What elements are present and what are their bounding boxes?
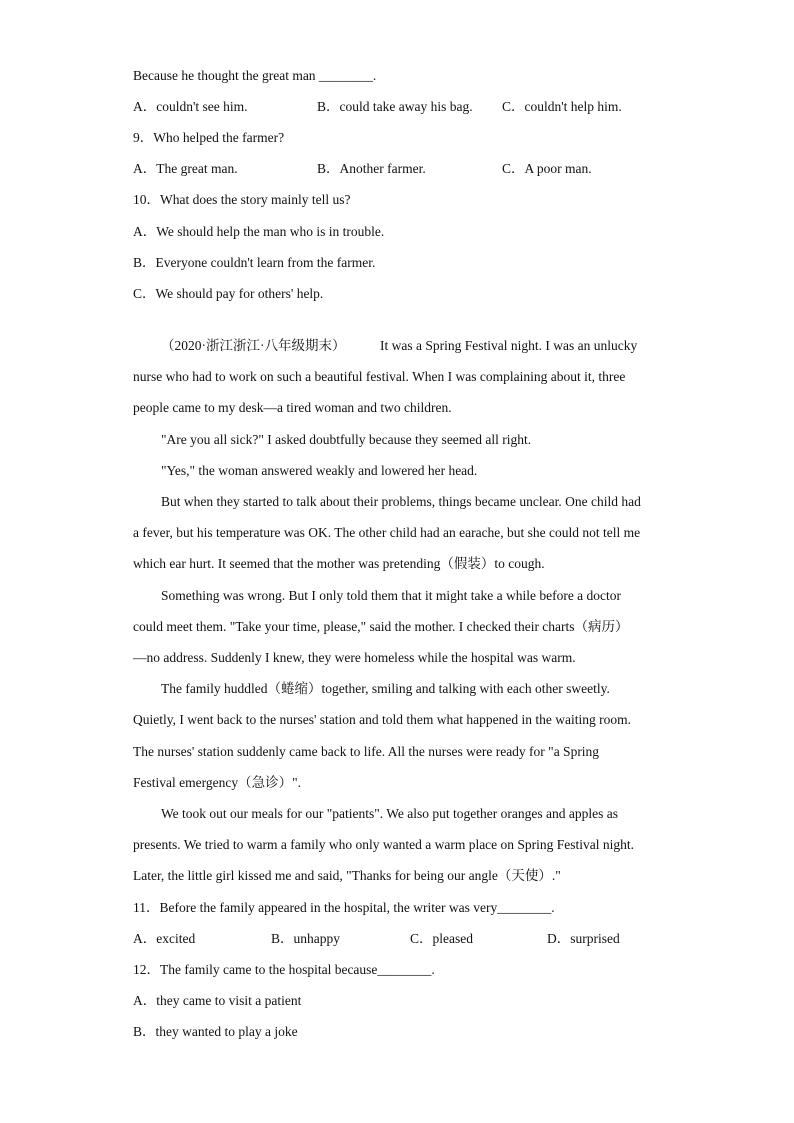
q10-option-a: A．We should help the man who is in trouble.	[133, 224, 385, 239]
passage-line: —no address. Suddenly I knew, they were homeless while the hospital was warm.	[133, 650, 576, 665]
q11-option-b: B．unhappy	[271, 931, 340, 946]
passage-line: The nurses' station suddenly came back to life. All the nurses were ready for "a Spring	[133, 744, 600, 759]
passage-line: presents. We tried to warm a family who only wanted a warm place on Spring Festival night.	[133, 837, 635, 852]
q12-option-a: A．they came to visit a patient	[133, 993, 302, 1008]
q8-option-c: C．couldn't help him.	[502, 99, 622, 114]
q11-option-d: D．surprised	[547, 931, 620, 946]
q8-option-a: A．couldn't see him.	[133, 99, 248, 114]
passage-line: Later, the little girl kissed me and said, "Thanks for being our angle（天使）."	[133, 868, 561, 883]
q10-option-b: B．Everyone couldn't learn from the farmer.	[133, 255, 376, 270]
q12-option-b: B．they wanted to play a joke	[133, 1024, 298, 1039]
passage-line: Quietly, I went back to the nurses' station and told them what happened in the waiting room.	[133, 712, 631, 727]
q10-option-c: C．We should pay for others' help.	[133, 286, 324, 301]
passage-line: The family huddled（蜷缩）together, smiling and talking with each other sweetly.	[161, 681, 610, 696]
question-9-stem: 9．Who helped the farmer?	[133, 130, 285, 145]
question-11-stem: 11．Before the family appeared in the hospital, the writer was very________.	[133, 900, 555, 915]
q11-option-a: A．excited	[133, 931, 196, 946]
question-12-stem: 12．The family came to the hospital because________.	[133, 962, 435, 977]
q8-option-b: B．could take away his bag.	[317, 99, 473, 114]
passage-line: Festival emergency（急诊）".	[133, 775, 301, 790]
question-10-stem: 10．What does the story mainly tell us?	[133, 192, 351, 207]
passage-line: which ear hurt. It seemed that the mother was pretending（假装）to cough.	[133, 556, 545, 571]
q9-option-a: A．The great man.	[133, 161, 238, 176]
passage-line: "Yes," the woman answered weakly and lowered her head.	[161, 463, 478, 478]
passage-line: a fever, but his temperature was OK. The other child had an earache, but she could not tell me	[133, 525, 641, 540]
passage-line: We took out our meals for our "patients". We also put together oranges and apples as	[161, 806, 618, 821]
passage-line: "Are you all sick?" I asked doubtfully because they seemed all right.	[161, 432, 532, 447]
question-8-stem: Because he thought the great man ________.	[133, 68, 377, 83]
passage-line: But when they started to talk about their problems, things became unclear. One child had	[161, 494, 641, 509]
q9-option-c: C．A poor man.	[502, 161, 592, 176]
passage-line: It was a Spring Festival night. I was an unlucky	[380, 338, 638, 353]
passage-source: （2020·浙江浙江·八年级期末）	[161, 338, 346, 353]
passage-line: people came to my desk—a tired woman and two children.	[133, 400, 452, 415]
passage-line: Something was wrong. But I only told them that it might take a while before a doctor	[161, 588, 622, 603]
passage-line: nurse who had to work on such a beautiful festival. When I was complaining about it, three	[133, 369, 626, 384]
q11-option-c: C．pleased	[410, 931, 473, 946]
q9-option-b: B．Another farmer.	[317, 161, 426, 176]
passage-line: could meet them. "Take your time, please," said the mother. I checked their charts（病历）	[133, 619, 629, 634]
